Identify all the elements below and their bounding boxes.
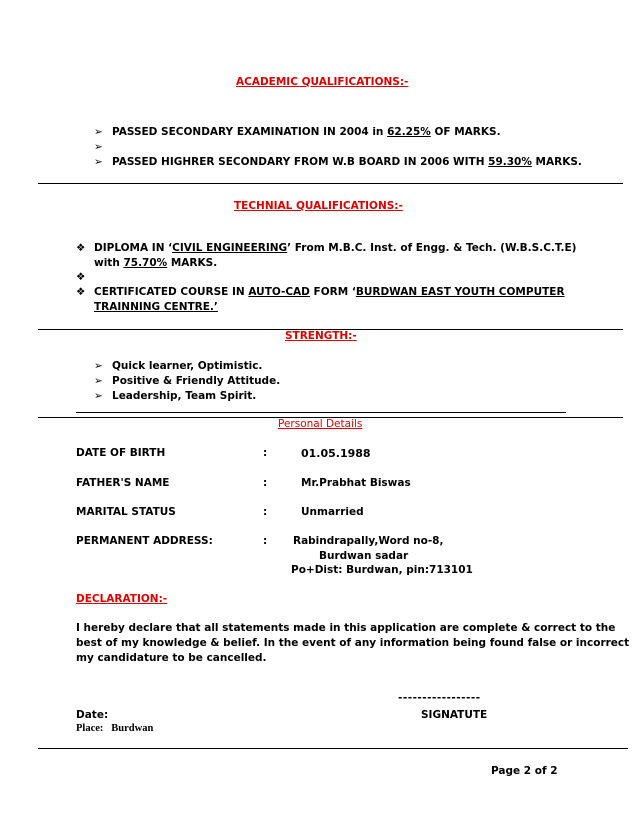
- divider: [76, 412, 566, 413]
- list-item: ➢ PASSED SECONDARY EXAMINATION IN 2004 in 62.25% OF MARKS.: [94, 126, 501, 138]
- list-item: ➢ Quick learner, Optimistic.: [94, 360, 263, 372]
- signature-line: -----------------: [398, 692, 481, 704]
- academic-heading: ACADEMIC QUALIFICATIONS:-: [236, 76, 409, 88]
- arrow-bullet-icon: ➢: [94, 375, 103, 387]
- list-item: ➢ Leadership, Team Spirit.: [94, 390, 257, 402]
- detail-value: Rabindrapally,Word no-8,: [293, 535, 444, 547]
- personal-heading: Personal Details: [278, 418, 363, 430]
- arrow-bullet-icon: ➢: [94, 126, 103, 138]
- detail-value: Unmarried: [301, 506, 364, 518]
- strength-heading: STRENGTH:-: [285, 330, 357, 342]
- detail-separator: :: [263, 447, 268, 459]
- place-row: [76, 723, 153, 734]
- arrow-bullet-icon: ➢: [94, 156, 103, 168]
- list-item: ❖ CERTIFICATED COURSE IN AUTO-CAD FORM ‘BURDWAN EAST YOUTH COMPUTER: [76, 286, 565, 298]
- diamond-bullet-icon: ❖: [76, 286, 86, 298]
- detail-separator: :: [263, 506, 268, 518]
- declaration-text: my candidature to be cancelled.: [76, 652, 267, 664]
- detail-value: 01.05.1988: [301, 447, 371, 460]
- declaration-text: best of my knowledge & belief. In the event of any information being found false or incorrect: [76, 637, 630, 649]
- detail-label: FATHER'S NAME: [76, 477, 170, 489]
- arrow-bullet-icon: ➢: [94, 141, 103, 153]
- list-item: ❖ DIPLOMA IN ‘CIVIL ENGINEERING’ From M.B.C. Inst. of Engg. & Tech. (W.B.S.C.T.E): [76, 242, 577, 254]
- declaration-heading: DECLARATION:-: [76, 593, 168, 605]
- detail-value: Mr.Prabhat Biswas: [301, 477, 411, 489]
- place-value: Burdwan: [111, 723, 154, 734]
- detail-label: MARITAL STATUS: [76, 506, 176, 518]
- technical-heading: TECHNIAL QUALIFICATIONS:-: [234, 200, 403, 212]
- arrow-bullet-icon: ➢: [94, 390, 103, 402]
- diamond-bullet-icon: ❖: [76, 242, 86, 254]
- detail-label: DATE OF BIRTH: [76, 447, 166, 459]
- list-item-continuation: TRAINNING CENTRE.’: [94, 301, 218, 313]
- diamond-bullet-icon: ❖: [76, 271, 86, 283]
- list-item: ➢ Positive & Friendly Attitude.: [94, 375, 281, 387]
- divider: [38, 183, 623, 184]
- detail-separator: :: [263, 535, 268, 547]
- footer-divider: [38, 748, 628, 749]
- place-label: Place:: [76, 723, 104, 734]
- declaration-text: I hereby declare that all statements made in this application are complete & correct to the: [76, 622, 616, 634]
- address-line: Po+Dist: Burdwan, pin:713101: [291, 564, 473, 576]
- arrow-bullet-icon: ➢: [94, 360, 103, 372]
- detail-label: PERMANENT ADDRESS:: [76, 535, 213, 547]
- list-item: [76, 271, 94, 283]
- list-item: [94, 141, 112, 153]
- signature-label: SIGNATUTE: [421, 709, 488, 721]
- date-label: Date:: [76, 709, 109, 721]
- list-item: ➢ PASSED HIGHRER SECONDARY FROM W.B BOARD IN 2006 WITH 59.30% MARKS.: [94, 156, 582, 168]
- list-item-continuation: with 75.70% MARKS.: [94, 257, 218, 269]
- detail-separator: :: [263, 477, 268, 489]
- address-line: Burdwan sadar: [319, 550, 409, 562]
- page-number: Page 2 of 2: [491, 765, 558, 777]
